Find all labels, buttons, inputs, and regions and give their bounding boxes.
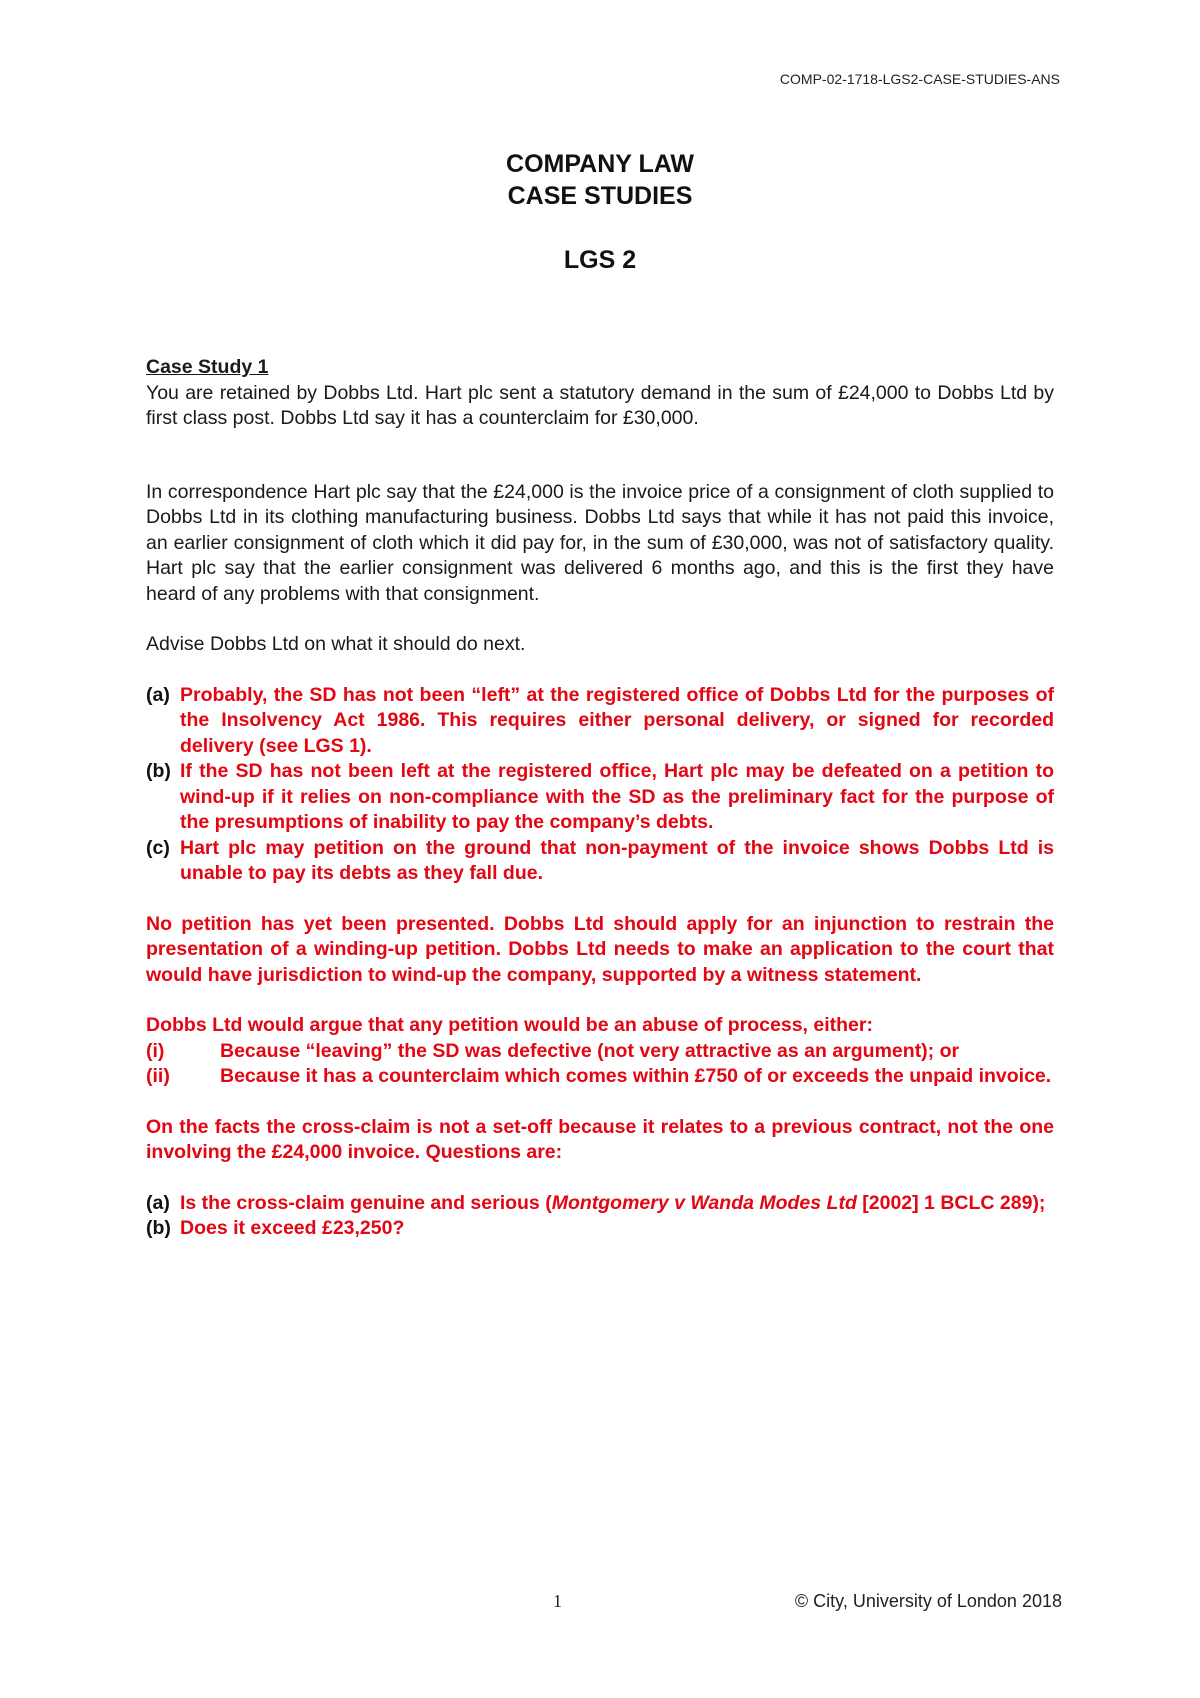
list-item <box>146 1216 1054 1242</box>
list-item <box>146 1191 1054 1217</box>
list-text: Hart plc may petition on the ground that non-payment of the invoice shows Dobbs Ltd is unable to pay its debts as they fall due. <box>180 836 1054 884</box>
title-block <box>0 148 1200 276</box>
answer-paragraph-abuse: Dobbs Ltd would argue that any petition would be an abuse of process, either: <box>146 1014 873 1036</box>
document-code: COMP-02-1718-LGS2-CASE-STUDIES-ANS <box>779 71 1060 87</box>
page-number: 1 <box>553 1591 562 1611</box>
list-text: Probably, the SD has not been “left” at the registered office of Dobbs Ltd for the purposes of the Insolvency Act 1986. This requires either personal delivery, or signed for recorded delivery (see LGS 1). <box>180 683 1054 757</box>
title-company-law: COMPANY LAW <box>506 150 694 178</box>
list-item <box>146 1039 1054 1065</box>
list-text: Because it has a counterclaim which comes within £750 of or exceeds the unpaid invoice. <box>220 1065 1052 1087</box>
answer-paragraph-injunction: No petition has yet been presented. Dobbs Ltd should apply for an injunction to restrain the presentation of a winding-up petition. Dobbs Ltd needs to make an application to the court that would have jurisdiction to wind-up the company, supported by a witness statement. <box>146 912 1054 986</box>
list-item <box>146 836 1054 887</box>
question-a-text: Is the cross-claim genuine and serious ( <box>180 1191 552 1214</box>
main-content <box>146 355 1054 1242</box>
answer-list-3 <box>146 1191 1054 1242</box>
list-item <box>146 1064 1054 1090</box>
case-study-facts: In correspondence Hart plc say that the £24,000 is the invoice price of a consignment of cloth supplied to Dobbs Ltd in its clothing manufacturing business. Dobbs Ltd says that while it has not paid this invoice, an earlier consignment of cloth which it did pay for, in the sum of £30,000, was not of satisfactory quality. Hart plc say that the earlier consignment was delivered 6 months ago, and this is the first they have heard of any problems with that consignment. <box>146 480 1054 605</box>
question-a-end: ); <box>1032 1191 1046 1214</box>
answer-list-2 <box>146 1039 1054 1090</box>
list-marker: (b) <box>146 1217 171 1239</box>
list-item <box>146 683 1054 760</box>
list-text: Does it exceed £23,250? <box>180 1217 405 1239</box>
case-name: Montgomery v Wanda Modes Ltd <box>551 1191 857 1214</box>
list-marker: (b) <box>146 760 171 782</box>
list-marker: (i) <box>146 1039 165 1062</box>
list-text: If the SD has not been left at the registered office, Hart plc may be defeated on a petition to wind-up if it relies on non-compliance with the SD as the preliminary fact for the purpose of the presumptions of inability to pay the company’s debts. <box>180 760 1054 833</box>
case-study-question: Advise Dobbs Ltd on what it should do next. <box>146 633 526 655</box>
answer-list-1 <box>146 683 1054 887</box>
list-text: Because “leaving” the SD was defective (not very attractive as an argument); or <box>220 1039 960 1062</box>
answer-paragraph-crossclaim: On the facts the cross-claim is not a set-off because it relates to a previous contract, not the one involving the £24,000 invoice. Questions are: <box>146 1115 1054 1163</box>
case-study-heading: Case Study 1 <box>146 356 269 378</box>
copyright-notice: © City, University of London 2018 <box>794 1591 1062 1611</box>
list-marker: (c) <box>146 836 170 859</box>
list-item <box>146 759 1054 836</box>
title-lgs: LGS 2 <box>563 246 637 274</box>
list-marker: (a) <box>146 683 170 706</box>
title-case-studies: CASE STUDIES <box>507 182 693 210</box>
case-citation: [2002] 1 BCLC 289 <box>856 1191 1033 1214</box>
case-study-intro: You are retained by Dobbs Ltd. Hart plc sent a statutory demand in the sum of £24,000 to Dobbs Ltd by first class post. Dobbs Ltd say it has a counterclaim for £30,000. <box>146 381 1054 429</box>
list-marker: (a) <box>146 1191 170 1214</box>
list-text <box>180 1191 1054 1217</box>
list-marker: (ii) <box>146 1065 170 1087</box>
